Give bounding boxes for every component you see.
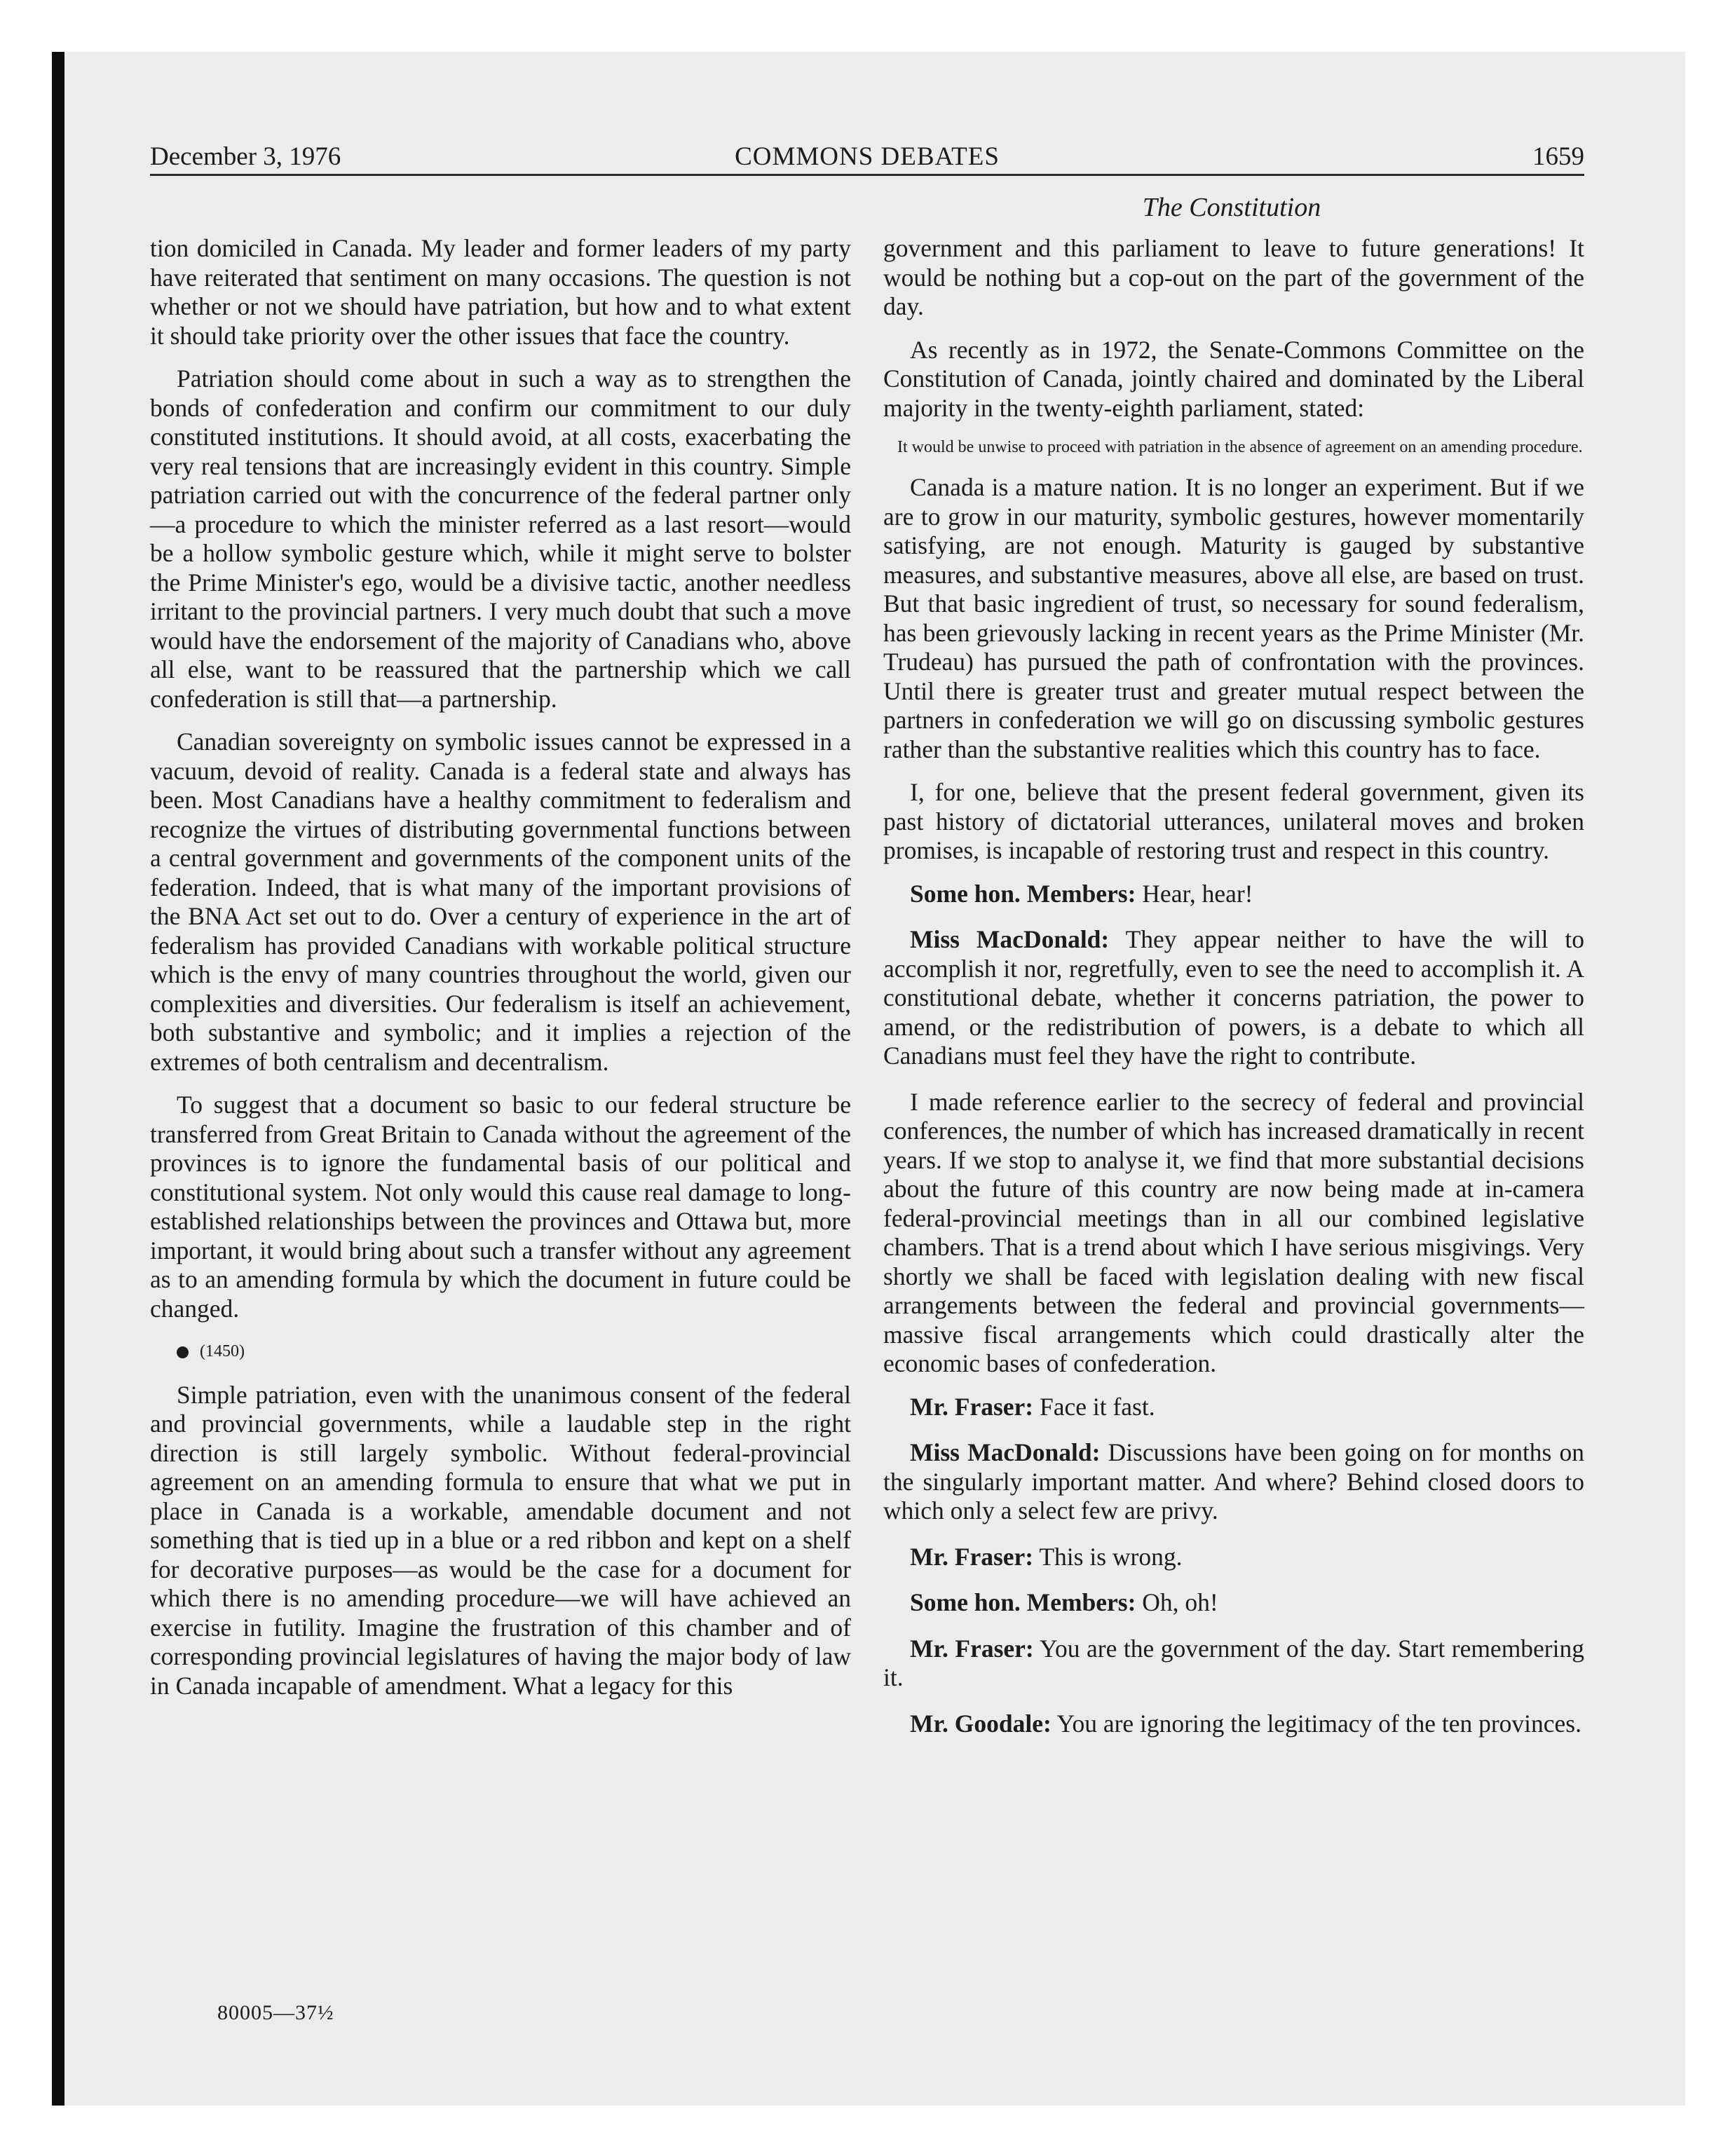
header-page-number: 1659 xyxy=(1532,142,1584,171)
paragraph: Canadian sovereignty on symbolic issues cannot be expressed in a vacuum, devoid of reality. Canada is a federal state and always has been. Most Canadians have a healthy commitment to federalism and recognize the virtues of distributing governmental functions between a central government and governments of the component units of the federation. Indeed, that is what many of the important provisions of the BNA Act set out to do. Over a century of experience in the art of federalism has provided Canadians with workable political structure which is the envy of many countries throughout the world, given our complexities and diversities. Our federalism is itself an achievement, both substantive and symbolic; and it implies a rejection of the extremes of both centralism and decentralism. xyxy=(150,728,851,1076)
block-quote: It would be unwise to proceed with patriation in the absence of agreement on an amending procedure. xyxy=(897,438,1583,456)
footer-print-code: 80005—37½ xyxy=(217,2001,334,2024)
speaker-name: Miss MacDonald: xyxy=(910,925,1110,953)
right-column xyxy=(883,234,1584,1755)
paragraph: Patriation should come about in such a way as to strengthen the bonds of confederation and confirm our commitment to our duly constituted institutions. It should avoid, at all costs, exacerbating the very real tensions that are increasingly evident in this country. Simple patriation carried out with the concurrence of the federal partner only—a procedure to which the minister referred as a last resort—would be a hollow symbolic gesture which, while it might serve to bolster the Prime Minister's ego, would be a divisive tactic, another needless irritant to the provincial partners. I very much doubt that such a move would have the endorsement of the majority of Canadians who, above all else, want to be reassured that the partnership which we call confederation is still that—a partnership. xyxy=(150,364,851,713)
speech-text: Oh, oh! xyxy=(1142,1588,1218,1616)
speech xyxy=(883,1710,1584,1739)
header-rule xyxy=(150,174,1584,176)
speech-text: This is wrong. xyxy=(1039,1542,1183,1571)
paragraph: tion domiciled in Canada. My leader and former leaders of my party have reiterated that sentiment on many occasions. The question is not whether or not we should have patriation, but how and to what extent it should take priority over the other issues that face the country. xyxy=(150,234,851,350)
speaker-name: Mr. Fraser: xyxy=(910,1392,1034,1421)
paragraph: I made reference earlier to the secrecy of federal and provincial conferences, the number of which has increased dramatically in recent years. If we stop to analyse it, we find that more substantial decisions about the future of this country are now being made at in-camera federal-provincial meetings than in all our combined legislative chambers. That is a trend about which I have serious misgivings. Very shortly we shall be faced with legislation dealing with new fiscal arrangements between the federal and provincial governments—massive fiscal arrangements which could drastically alter the economic bases of confederation. xyxy=(883,1087,1584,1377)
paragraph: government and this parliament to leave to future generations! It would be nothing but a cop-out on the part of the government of the day. xyxy=(883,234,1584,320)
time-marker-text: (1450) xyxy=(200,1342,245,1360)
speech-text: Discussions have been going on for months on the singularly important matter. And where? Behind closed doors to which only a select few are privy. xyxy=(883,1438,1584,1524)
header-journal-title: COMMONS DEBATES xyxy=(735,142,1000,171)
left-column xyxy=(150,234,851,1714)
speech-text: You are ignoring the legitimacy of the ten provinces. xyxy=(1056,1709,1581,1738)
bullet-icon xyxy=(177,1346,189,1358)
speaker-name: Mr. Fraser: xyxy=(910,1634,1034,1663)
paragraph: Canada is a mature nation. It is no longer an experiment. But if we are to grow in our maturity, symbolic gestures, however momentarily satisfying, are not enough. Maturity is gauged by substantive measures, and substantive measures, above all else, are based on trust. But that basic ingredient of trust, so necessary for sound federalism, has been grievously lacking in recent years as the Prime Minister (Mr. Trudeau) has pursued the path of confrontation with the provinces. Until there is greater trust and greater mutual respect between the partners in confederation we will go on discussing symbolic gestures rather than the substantive realities which this country has to face. xyxy=(883,473,1584,763)
scan-binding-edge xyxy=(52,52,64,2106)
speaker-name: Miss MacDonald: xyxy=(910,1438,1101,1466)
paragraph: To suggest that a document so basic to our federal structure be transferred from Great Britain to Canada without the agreement of the provinces is to ignore the fundamental basis of our political and constitutional system. Not only would this cause real damage to long-established relationships between the provinces and Ottawa but, more important, it would bring about such a transfer without any agreement as to an amending formula by which the document in future could be changed. xyxy=(150,1091,851,1323)
paragraph: Simple patriation, even with the unanimous consent of the federal and provincial governments, while a laudable step in the right direction is still largely symbolic. Without federal-provincial agreement on an amending formula to ensure that what we put in place in Canada is a workable, amendable document and not something that is tied up in a blue or a red ribbon and kept on a shelf for decorative purposes—as would be the case for a document for which there is no amending procedure—we will have achieved an exercise in futility. Imagine the frustration of this chamber and of corresponding provincial legislatures of having the major body of law in Canada incapable of amendment. What a legacy for this xyxy=(150,1380,851,1700)
speech xyxy=(883,1543,1584,1572)
speech xyxy=(883,1588,1584,1618)
speaker-name: Mr. Fraser: xyxy=(910,1542,1034,1571)
speaker-name: Some hon. Members: xyxy=(910,879,1136,908)
header-date: December 3, 1976 xyxy=(150,142,341,171)
page-header xyxy=(150,140,1584,174)
paragraph: I, for one, believe that the present federal government, given its past history of dictatorial utterances, unilateral moves and broken promises, is incapable of restoring trust and respect in this country. xyxy=(883,778,1584,864)
speaker-name: Mr. Goodale: xyxy=(910,1709,1052,1738)
speech xyxy=(883,1393,1584,1422)
speech xyxy=(883,925,1584,1071)
speech-text: They appear neither to have the will to accomplish it nor, regretfully, even to see the need to accomplish it. A constitutional debate, whether it concerns patriation, the power to amend, or the redistribution of powers, is a debate to which all Canadians must feel they have the right to contribute. xyxy=(883,925,1585,1070)
speech xyxy=(883,880,1584,909)
speech xyxy=(883,1635,1584,1693)
speech-text: Hear, hear! xyxy=(1142,879,1253,908)
speaker-name: Some hon. Members: xyxy=(910,1588,1136,1616)
speech-text: Face it fast. xyxy=(1039,1392,1155,1421)
topic-heading: The Constitution xyxy=(1142,193,1321,222)
time-marker xyxy=(150,1337,851,1367)
speech-text: You are the government of the day. Start remembering it. xyxy=(883,1634,1584,1691)
speech xyxy=(883,1438,1584,1526)
paragraph: As recently as in 1972, the Senate-Commons Committee on the Constitution of Canada, jointly chaired and dominated by the Liberal majority in the twenty-eighth parliament, stated: xyxy=(883,335,1584,422)
